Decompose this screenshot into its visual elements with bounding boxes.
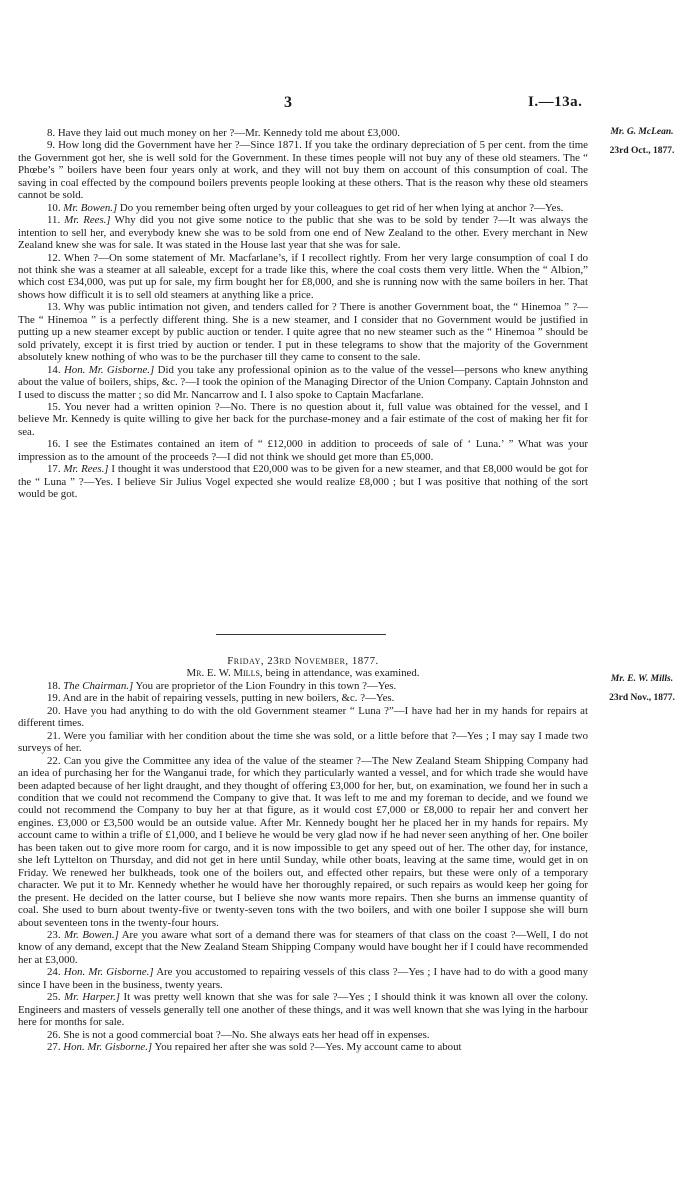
question-10: 10. Mr. Bowen.] Do you remember being often urged by your colleagues to get rid of her when lying at anchor ?—Yes. <box>47 201 564 214</box>
speaker: Mr. Bowen.] <box>64 928 119 941</box>
margin-witness-date: 23rd Oct., 1877. <box>609 146 675 156</box>
date-heading: Friday, 23rd November, 1877. <box>227 655 379 667</box>
page-header <box>0 94 700 114</box>
question-24: 24. Hon. Mr. Gisborne.] Are you accustomed to repairing vessels of this class ?—Yes ; I have had to do with a good many since I have been in the business, twenty years. <box>18 966 588 991</box>
speaker: Mr. Rees.] <box>63 463 109 476</box>
question-15: 15. You never had a written opinion ?—No. There is no question about it, full value was obtained for the vessel, and I believe Mr. Kennedy is quite willing to give her back for the purchase-money and a fair estimate of the cost of making her fit for sea. <box>18 400 588 438</box>
speaker: Hon. Mr. Gisborne.] <box>63 1041 153 1054</box>
margin-witness-name: Mr. E. W. Mills. <box>610 674 674 684</box>
margin-witness-date: 23rd Nov., 1877. <box>609 693 675 703</box>
question-14: 14. Hon. Mr. Gisborne.] Did you take any professional opinion as to the value of the vessel—persons who knew anything about the value of boilers, ships, &c. ?—I took the opinion of the Managing Director of the Union Company. Captain Johnston and I used to discuss the matter ; so did Mr. Nancarrow and I. I also spoke to Captain Macfarlane. <box>18 363 588 401</box>
question-20: 20. Have you had anything to do with the old Government steamer “ Luna ?”—I have had her in my hands for repairs at different times. <box>18 704 588 730</box>
speaker: The Chairman.] <box>63 679 134 692</box>
margin-witness-name: Mr. G. McLean. <box>610 127 674 137</box>
question-13: 13. Why was public intimation not given, and tenders called for ? There is another Government boat, the “ Hinemoa ” ?—The “ Hinemoa ” is a perfectly different thing. She is a new steamer, and I consider that no Government would be justified in putting up a new steamer except by public auction or tender. I quite agree that no new steamer such as the “ Hinemoa ” should be sold privately, except it is first tried by auction or tender. I put in these telegrams to show that the majority of the Government absolutely knew nothing of who was to be the purchaser till they came to consent to the sale. <box>18 301 588 364</box>
question-8: 8. Have they laid out much money on her ?—Mr. Kennedy told me about £3,000. <box>47 127 400 139</box>
question-9: 9. How long did the Government have her ?—Since 1871. If you take the ordinary depreciation of 5 per cent. from the time the Government got her, she is well sold for the Government. In these times people will not buy any of these old steamers. The “ Phœbe’s ” boilers have been four years only at work, and they will not buy them on account of this consumption of coal. The saving in coal effected by the compound boilers prevents people looking at these others. That is the reason why these old steamers cannot be sold. <box>18 139 588 202</box>
page-number: 3 <box>284 94 292 111</box>
speaker: Mr. Harper.] <box>64 991 121 1004</box>
question-23: 23. Mr. Bowen.] Are you aware what sort of a demand there was for steamers of that class on the coast ?—Well, I do not know of any demand, except that the New Zealand Steam Shipping Company would have bought her if I could have recommended her at £3,000. <box>18 928 589 966</box>
testimony-section-mills <box>18 655 588 1054</box>
question-19: 19. And are in the habit of repairing vessels, putting in new boilers, &c. ?—Yes. <box>47 692 395 705</box>
testimony-section-mclean <box>18 127 588 501</box>
speaker: Mr. Bowen.] <box>63 201 118 214</box>
question-18: 18. The Chairman.] You are proprietor of the Lion Foundry in this town ?—Yes. <box>47 679 397 692</box>
question-16: 16. I see the Estimates contained an item of “ £12,000 in addition to proceeds of sale of ‘ Luna.’ ” What was your impression as to the amount of the proceeds ?—I did not think we should get more than £5,000. <box>18 438 588 463</box>
question-17: 17. Mr. Rees.] I thought it was understood that £20,000 was to be given for a new steamer, and that £8,000 would be got for the “ Luna ” ?—Yes. I believe Sir Julius Vogel expected she would realize £8,000 ; but I was positive that nothing of the sort would be got. <box>18 463 588 501</box>
question-25: 25. Mr. Harper.] It was pretty well known that she was for sale ?—Yes ; I should think it was known all over the colony. Engineers and masters of vessels generally tell one another of these things, and it was well known that she was lying in the harbour here for months for sale. <box>18 991 588 1029</box>
margin-note-witness-mills <box>597 674 687 703</box>
question-27: 27. Hon. Mr. Gisborne.] You repaired her after she was sold ?—Yes. My account came to about <box>47 1041 462 1054</box>
witness-intro: Mr. E. W. Mills, being in attendance, was examined. <box>186 667 420 680</box>
speaker: Hon. Mr. Gisborne.] <box>63 966 154 979</box>
question-22: 22. Can you give the Committee any idea of the value of the steamer ?—The New Zealand Steam Shipping Company had an idea of purchasing her for the Wanganui trade, for which they particularly wanted a vessel, and for which trade she would have been adapted because of her light draught, and they thought of offering £3,000 for her, but, on examination, we found her in such a condition that we could not recommend the Company to give that. It was left to me and my foreman to decide, and we found we could not recommend the Company to buy her at that figure, as it would cost £7,000 or £8,000 to repair her and convert her engines. £3,000 or £3,500 would be an outside value. After Mr. Kennedy bought her he placed her in my hands for repairs. My account came to within a trifle of £1,000, and I believe he would be very glad now if he had never seen anything of her. One boiler has been taken out to give more room for cargo, and it is now impossible to get any speed out of her. The other day, for instance, she left Lyttelton on Thursday, and did not get in here until Sunday, while other boats, leaving at the same time, would get in on Friday. We renewed her bulkheads, took one of the boilers out, and effected other repairs, but these were only of a temporary character. We put it to Mr. Kennedy whether he would have her thoroughly repaired, or such repairs as would keep her going for the present. He decided on the latter course, but I believe she now wants more repairs. Then she burns an immense quantity of coal. She used to burn about twenty-five or twenty-seven tons with the two boilers, and with one boiler I suppose she will burn about seventeen tons in the twenty-four hours. <box>18 754 588 929</box>
question-11: 11. Mr. Rees.] Why did you not give some notice to the public that she was to be sold by tender ?—It was always the intention to sell her, and everybody knew she was to be sold from one end of New Zealand to the other. Every merchant in New Zealand knew she was for sale. It was stated in the House last year that she was for sale. <box>18 214 588 252</box>
question-12: 12. When ?—On some statement of Mr. Macfarlane’s, if I recollect rightly. From her very large consumption of coal I do not think she was a steamer at all saleable, except for a trade like this, where the coal costs them very little. When the “ Albion,” which cost £34,000, was put up for sale, my firm bought her for £8,000, and she is running now with the same boilers in her. That shows how difficult it is to sell old steamers at anything like a price. <box>18 251 588 301</box>
section-divider <box>216 634 386 635</box>
speaker: Hon. Mr. Gisborne.] <box>63 363 155 376</box>
paper-reference: I.—13a. <box>528 94 583 110</box>
margin-note-witness-mclean <box>597 127 687 156</box>
question-26: 26. She is not a good commercial boat ?—No. She always eats her head off in expenses. <box>47 1028 430 1041</box>
speaker: Mr. Rees.] <box>64 214 111 227</box>
question-21: 21. Were you familiar with her condition about the time she was sold, or a little before that ?—Yes ; I may say I made two surveys of her. <box>18 729 588 755</box>
